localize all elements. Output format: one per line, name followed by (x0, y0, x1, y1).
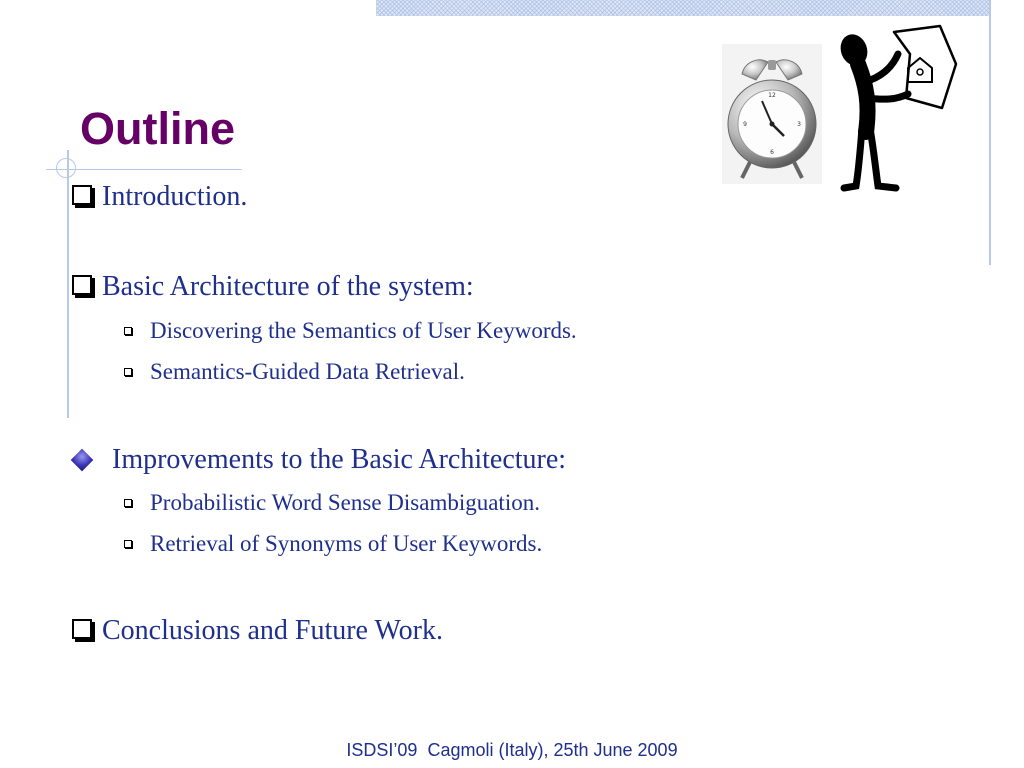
bullet-introduction (72, 181, 247, 213)
bullet-text: Basic Architecture of the system: (102, 271, 474, 302)
square-bullet-icon (72, 185, 92, 205)
bullet-basic-architecture (72, 271, 474, 303)
crosshair-circle-decoration (56, 158, 76, 178)
svg-text:3: 3 (797, 121, 801, 128)
svg-text:12: 12 (768, 92, 776, 99)
slide-footer: ISDSI’09 Cagmoli (Italy), 25th June 2009 (346, 740, 678, 760)
small-square-bullet-icon (124, 540, 132, 548)
svg-text:6: 6 (770, 149, 774, 156)
bullet-conclusions (72, 615, 443, 647)
subbullet-word-sense-disambiguation (124, 490, 540, 516)
subbullet-text: Semantics-Guided Data Retrieval. (150, 359, 465, 384)
subbullet-synonyms-retrieval (124, 531, 542, 557)
small-square-bullet-icon (124, 368, 132, 376)
small-square-bullet-icon (124, 499, 132, 507)
subbullet-text: Probabilistic Word Sense Disambiguation. (150, 490, 540, 515)
bullet-improvements (70, 444, 566, 476)
alarm-clock-icon (720, 44, 824, 184)
svg-text:9: 9 (743, 121, 747, 128)
stick-figure-house-sign-icon (836, 24, 962, 198)
right-vertical-rule (989, 0, 991, 265)
square-bullet-icon (72, 619, 92, 639)
slide-title: Outline (80, 103, 235, 154)
bullet-text: Conclusions and Future Work. (102, 615, 443, 646)
square-bullet-icon (72, 275, 92, 295)
subbullet-discovering-semantics (124, 318, 577, 344)
left-vertical-rule (67, 150, 69, 418)
bullet-text: Improvements to the Basic Architecture: (112, 444, 567, 475)
diamond-bullet-icon (71, 449, 94, 472)
bullet-text: Introduction. (102, 181, 248, 212)
small-square-bullet-icon (124, 327, 132, 335)
subbullet-semantics-guided-retrieval (124, 359, 465, 385)
top-decorative-band (376, 0, 990, 16)
subbullet-text: Retrieval of Synonyms of User Keywords. (150, 531, 543, 556)
subbullet-text: Discovering the Semantics of User Keywords. (150, 318, 577, 343)
